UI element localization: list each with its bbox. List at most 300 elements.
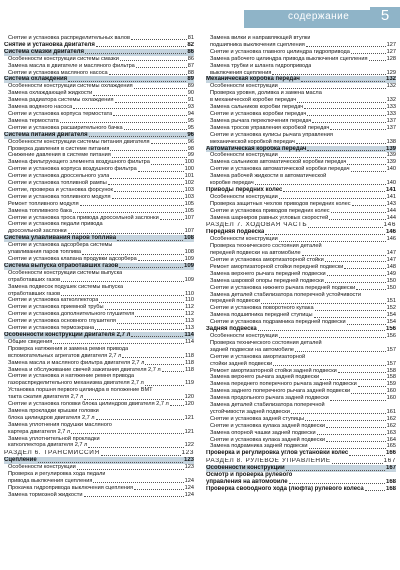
toc-entry-title: задней подвески на автомобиле <box>210 346 295 353</box>
dot-leader <box>71 433 183 434</box>
toc-entry <box>206 97 396 104</box>
toc-section-title <box>206 222 396 229</box>
toc-entry <box>4 56 194 63</box>
toc-page-number: 113 <box>185 318 194 325</box>
toc-entry <box>206 437 396 444</box>
toc-entry-title: Замена фильтрующего элемента воздушного фильтра <box>8 159 150 166</box>
toc-entry <box>206 173 396 180</box>
toc-entry <box>4 367 194 374</box>
dot-leader <box>320 379 386 380</box>
toc-entry-title: Снятие и установка основного глушителя <box>8 318 116 325</box>
toc-entry-title: Снятие и установка подрамника передней подвески <box>210 319 346 326</box>
dot-leader <box>279 88 386 89</box>
toc-entry-title: Замена шаровой опоры передней подвески <box>210 277 324 284</box>
toc-entry <box>206 395 396 402</box>
dot-leader <box>314 317 386 318</box>
dot-leader <box>330 400 386 401</box>
toc-entry-title: Замена топливного бака <box>8 207 72 214</box>
toc-entry <box>206 402 396 409</box>
dot-leader <box>289 483 385 484</box>
toc-entry-title: Замена подвесок подушек системы выпуска <box>8 283 124 290</box>
toc-page-number: 132 <box>386 97 396 104</box>
toc-entry <box>4 270 194 277</box>
toc-entry <box>4 436 194 443</box>
toc-entry <box>206 381 396 388</box>
toc-entry-title: Замена масла в двигателе и масляного фильтра <box>8 62 135 69</box>
toc-entry-title: Снятие и установка дополнительного глушителя <box>8 311 135 318</box>
toc-page-number: 110 <box>185 290 194 297</box>
dot-leader <box>295 351 386 352</box>
dot-leader <box>279 337 386 338</box>
toc-entry <box>4 63 194 70</box>
dot-leader <box>272 74 385 75</box>
toc-entry-title: Автоматическая коробка передач <box>206 145 307 152</box>
toc-entry-title: Снятие и установка головки блока цилиндров двигателя 2,7 л <box>8 401 169 408</box>
dot-leader <box>138 260 184 261</box>
toc-entry-title: Снятие и установка кулака задней подвески <box>210 436 326 443</box>
toc-page-number: 96 <box>187 138 194 145</box>
toc-entry-title: газораспределительного механизма двигателя 2,7 л <box>8 380 144 387</box>
toc-entry <box>4 242 194 249</box>
toc-entry <box>206 285 396 292</box>
dot-leader <box>131 336 183 337</box>
dot-leader <box>134 88 187 89</box>
toc-page-number: 105 <box>184 207 194 214</box>
toc-entry <box>206 35 396 42</box>
dot-leader <box>113 115 187 116</box>
toc-page-number: 139 <box>386 159 396 166</box>
toc-page-number: 123 <box>184 464 194 471</box>
toc-entry <box>206 305 396 312</box>
toc-entry <box>4 464 194 471</box>
toc-page-number: 148 <box>386 263 396 270</box>
toc-entry <box>4 125 194 132</box>
toc-entry <box>206 333 396 340</box>
toc-entry <box>4 291 194 298</box>
dot-leader <box>60 122 187 123</box>
toc-entry-title: Замена охлаждающей жидкости <box>8 90 93 97</box>
toc-page-number: 108 <box>184 249 194 256</box>
toc-page-number: 168 <box>385 485 396 492</box>
toc-heading <box>206 146 396 153</box>
toc-page-number: 121 <box>184 414 194 421</box>
toc-entry-title: Установка поршня первого цилиндра в положение ВМТ <box>8 387 153 394</box>
toc-entry-title: Снятие и установка масляного насоса <box>8 69 108 76</box>
toc-entry <box>4 187 194 194</box>
dot-leader <box>68 81 186 82</box>
dot-leader <box>77 469 184 470</box>
toc-entry <box>4 380 194 387</box>
toc-entry <box>4 373 194 380</box>
toc-entry <box>4 139 194 146</box>
dot-leader <box>85 53 186 54</box>
toc-page-number: 107 <box>184 228 194 235</box>
dot-leader <box>307 115 385 116</box>
toc-entry <box>206 236 396 243</box>
toc-entry-title: Замена и обслуживание свечей зажигания двигателя 2,7 л <box>8 366 161 373</box>
toc-page-number: 166 <box>385 450 396 457</box>
dot-leader <box>136 67 187 68</box>
toc-entry <box>206 264 396 271</box>
toc-entry-title: Снятие и установка нижнего рычага передней подвески <box>210 284 356 291</box>
toc-page-number: 95 <box>187 117 194 124</box>
dot-leader <box>331 212 386 213</box>
toc-entry-title: коробке передач <box>210 180 254 187</box>
dot-leader <box>315 310 386 311</box>
toc-page-number: 144 <box>386 207 396 214</box>
toc-heading <box>4 132 194 139</box>
toc-entry-title: Снятие и установка корпуса воздушного фильтра <box>8 166 137 173</box>
toc-heading <box>4 263 194 270</box>
toc-page-number: 98 <box>187 145 194 152</box>
toc-entry-title: Снятие и установка коробки передач <box>210 110 307 117</box>
dot-leader <box>89 136 187 137</box>
dot-leader <box>330 129 385 130</box>
dot-leader <box>312 122 385 123</box>
toc-page-number: 96 <box>187 131 194 138</box>
toc-entry-title: Снятие и установка педали привода <box>8 221 103 228</box>
toc-entry <box>4 353 194 360</box>
toc-entry <box>206 388 396 395</box>
toc-heading <box>4 235 194 242</box>
toc-entry <box>206 409 396 416</box>
dot-leader <box>96 419 184 420</box>
toc-page-number: 120 <box>184 401 194 408</box>
toc-entry <box>4 201 194 208</box>
toc-entry-title: картера двигателя 2,7 л <box>8 428 71 435</box>
toc-entry-title: Замена переднего поперечного рычага задней подвески <box>210 381 357 388</box>
toc-entry-title: Снятие и установка приводов передних колес <box>210 207 330 214</box>
dot-leader <box>327 275 386 276</box>
dot-leader <box>110 150 186 151</box>
dot-leader <box>258 330 385 331</box>
toc-right-column <box>206 35 396 493</box>
toc-page-number: 118 <box>185 359 194 366</box>
toc-page-number: 163 <box>386 429 396 436</box>
dot-leader <box>358 386 386 387</box>
toc-entry-title: Проверка и регулировка углов установки колес <box>206 450 349 457</box>
dot-leader <box>38 462 183 463</box>
toc-page-number: 119 <box>185 380 194 387</box>
toc-entry <box>206 443 396 450</box>
toc-entry-title: Снятие и установка и натяжение ремня привода <box>8 373 135 380</box>
toc-page-number: 139 <box>386 152 396 159</box>
toc-page-number: 127 <box>386 48 396 55</box>
toc-page-number: 167 <box>383 458 396 465</box>
toc-entry-title: Замена сальников коробки передач <box>210 104 304 111</box>
toc-page-number: 95 <box>187 124 194 131</box>
dot-leader <box>306 46 386 47</box>
dot-leader <box>325 261 386 262</box>
toc-page-number: 109 <box>183 262 194 269</box>
toc-entry-title: Особенности конструкции системы питания двигателя <box>8 138 150 145</box>
toc-entry-title: Замена рабочего цилиндра привода выключения сцепления <box>210 55 368 62</box>
toc-page-number: 159 <box>386 381 396 388</box>
toc-entry <box>4 471 194 478</box>
toc-page-number: 147 <box>386 257 396 263</box>
toc-entry-title: Снятие и установка двигателя <box>4 41 95 48</box>
toc-entry-title: Замена подрамника задней подвески <box>210 443 308 450</box>
toc-entry-title: Замена уплотнения подушки масляного <box>8 421 112 428</box>
toc-entry-title: Снятие и установка клапана продувки адсорбера <box>8 256 137 262</box>
toc-entry <box>4 325 194 332</box>
toc-entry <box>206 361 396 368</box>
dot-leader <box>365 490 385 491</box>
toc-page-number: 123 <box>181 450 194 457</box>
toc-heading <box>206 465 396 472</box>
toc-entry <box>4 394 194 401</box>
toc-entry-title: Замена вилки и направляющей втулки <box>210 35 311 41</box>
toc-entry-title: Особенности конструкции системы выпуска <box>8 269 123 276</box>
dot-leader <box>135 316 184 317</box>
toc-page-number: 121 <box>184 428 194 435</box>
dot-leader <box>279 241 386 242</box>
toc-entry <box>4 277 194 284</box>
toc-entry-title: Снятие и установка приемной трубы <box>8 304 104 311</box>
toc-page-number: 158 <box>386 367 396 374</box>
dot-leader <box>344 268 385 269</box>
dot-leader <box>117 240 183 241</box>
dot-leader <box>131 39 187 40</box>
toc-entry-title: Сцепление <box>4 457 37 464</box>
toc-page-number: 149 <box>386 270 396 277</box>
toc-entry-title: Замена тросов управления коробкой передач <box>210 124 330 131</box>
toc-heading <box>206 76 396 83</box>
toc-entry-title: Снятие и установка распределительных валов <box>8 35 130 41</box>
toc-entry-title: выключения сцепления <box>210 69 272 76</box>
toc-page-number: 162 <box>386 415 396 422</box>
dot-leader <box>326 427 386 428</box>
toc-entry-title: в механической коробке передач <box>210 97 297 104</box>
toc-entry <box>206 374 396 381</box>
dot-leader <box>305 420 386 421</box>
dot-leader <box>73 212 184 213</box>
toc-page-number: 113 <box>185 325 194 332</box>
toc-entry-title: Система улавливания паров топлива <box>4 235 117 242</box>
toc-entry <box>4 284 194 291</box>
toc-heading <box>206 479 396 486</box>
toc-page-number: 141 <box>386 193 396 200</box>
toc-entry <box>4 221 194 228</box>
toc-page-number: 88 <box>187 69 194 76</box>
toc-entry <box>206 347 396 354</box>
toc-entry <box>4 442 194 449</box>
toc-entry-title: Ремонт амортизаторной стойки задней подвески <box>210 367 337 374</box>
toc-entry-title: Передняя подвеска <box>206 229 265 236</box>
dot-leader <box>61 295 184 296</box>
toc-page-number: 103 <box>184 186 194 193</box>
dot-leader <box>109 74 187 75</box>
toc-page-number: 109 <box>184 256 194 262</box>
toc-entry-title: Снятие и установка кулака задней подвески <box>210 422 326 429</box>
toc-page-number: 118 <box>185 352 194 359</box>
toc-entry-title: Замена трубки и шланга гидропривода <box>210 62 312 69</box>
toc-entry-title: РАЗДЕЛ 8. РУЛЕВОЕ УПРАВЛЕНИЕ <box>206 458 331 465</box>
toc-heading <box>4 76 194 83</box>
toc-entry-title: катколлектора двигателя 2,7 л <box>8 442 88 449</box>
toc-entry-title: управления на автомобиле <box>206 479 288 485</box>
toc-entry-title: дроссельной заслонки <box>8 228 67 235</box>
toc-page-number: 127 <box>386 41 396 48</box>
toc-page-number: 144 <box>386 214 396 221</box>
toc-entry-title: передней подвески <box>210 298 261 305</box>
dot-leader <box>296 143 386 144</box>
toc-entry <box>206 70 396 77</box>
toc-entry-title: Замена радиатора системы охлаждения <box>8 97 114 104</box>
dot-leader <box>255 184 386 185</box>
toc-entry <box>206 243 396 250</box>
toc-entry-title: Замена опорной чашки задней подвески <box>210 429 316 436</box>
toc-entry-title: Замена верхнего рычага передней подвески <box>210 270 326 277</box>
dot-leader <box>283 191 385 192</box>
toc-entry-title: Замена деталей стабилизатора поперечной <box>210 402 325 409</box>
toc-entry <box>4 83 194 90</box>
toc-entry-title: Особенности конструкции <box>210 152 278 159</box>
dot-leader <box>134 489 184 490</box>
dot-leader <box>326 441 386 442</box>
toc-entry-title: отработавших газов <box>8 276 61 283</box>
toc-page-number: 161 <box>386 408 396 415</box>
toc-entry <box>206 166 396 173</box>
toc-heading <box>206 187 396 194</box>
toc-page-number: 107 <box>184 214 194 221</box>
toc-page-number: 147 <box>386 250 396 257</box>
dot-leader <box>329 219 385 220</box>
dot-leader <box>338 372 386 373</box>
dot-leader <box>317 434 386 435</box>
toc-page-number: 146 <box>386 236 396 243</box>
toc-entry <box>4 311 194 318</box>
toc-entry <box>4 104 194 111</box>
toc-entry <box>206 354 396 361</box>
dot-leader <box>151 143 187 144</box>
toc-page-number: 150 <box>386 277 396 284</box>
toc-page-number: 164 <box>386 436 396 443</box>
dot-leader <box>286 470 385 471</box>
toc-entry-title: Проверка и регулировка хода педали <box>8 471 106 478</box>
toc-entry-title: Особенности конструкции системы охлаждения <box>8 83 133 90</box>
dot-leader <box>112 198 184 199</box>
toc-entry-title: механической коробкой передач <box>210 138 295 145</box>
toc-page-number: 109 <box>184 276 194 283</box>
dot-leader <box>99 302 184 303</box>
toc-page-number: 112 <box>185 304 194 311</box>
toc-entry-title: Механическая коробка передач <box>206 76 300 83</box>
toc-page-number: 168 <box>385 479 396 485</box>
toc-entry <box>4 152 194 159</box>
toc-entry-title: Особенности конструкции <box>210 193 278 200</box>
toc-page-number: 114 <box>184 331 194 338</box>
toc-section-title <box>4 450 194 457</box>
page-number: 5 <box>370 7 400 24</box>
toc-page-number: 137 <box>386 117 396 124</box>
toc-heading <box>206 450 396 457</box>
toc-entry <box>206 90 396 97</box>
toc-page-number: 94 <box>187 110 194 117</box>
dot-leader <box>73 108 187 109</box>
toc-entry <box>4 180 194 187</box>
toc-entry <box>4 118 194 125</box>
toc-page-number: 129 <box>386 69 396 76</box>
toc-entry-title: Система питания двигателя <box>4 131 88 138</box>
toc-page-number: 160 <box>386 395 396 402</box>
toc-entry-title: Особенности конструкции системы смазки <box>8 55 119 62</box>
toc-page-number: 132 <box>385 76 396 83</box>
toc-page-number: 137 <box>386 124 396 131</box>
toc-entry-title: передней подвески на автомобиле <box>210 250 301 257</box>
dot-leader <box>325 282 386 283</box>
dot-leader <box>145 364 184 365</box>
toc-entry <box>4 35 194 42</box>
toc-entry-title: Замена рабочей жидкости в автоматической <box>210 173 327 180</box>
toc-page-number: 146 <box>383 222 396 229</box>
toc-heading <box>206 326 396 333</box>
toc-entry-title: Осмотр и проверка рулевого <box>206 472 293 479</box>
dot-leader <box>110 178 183 179</box>
toc-heading <box>4 42 194 49</box>
toc-entry-title: Система охлаждения <box>4 76 68 83</box>
toc-entry-title: Снятие и установка амортизаторной <box>210 353 306 360</box>
toc-page-number: 91 <box>187 97 194 104</box>
toc-entry-title: привода выключения сцепления <box>8 478 93 484</box>
toc-entry <box>206 416 396 423</box>
toc-entry <box>206 215 396 222</box>
toc-entry-title: Снятие и установка троса привода дроссельной заслонки <box>8 214 159 221</box>
toc-entry-title: Замена тормозной жидкости <box>8 491 83 498</box>
dot-leader <box>96 46 186 47</box>
dot-leader <box>138 171 184 172</box>
toc-page-number: 81 <box>187 35 194 41</box>
toc-page-number: 124 <box>184 478 194 484</box>
toc-entry-title: Проверка технического состояния деталей <box>210 243 322 250</box>
dot-leader <box>351 393 385 394</box>
dot-leader <box>297 102 385 103</box>
toc-page-number: 99 <box>187 152 194 159</box>
toc-page-number: 143 <box>386 200 396 207</box>
toc-entry <box>206 292 396 299</box>
toc-entry-title: вспомогательных агрегатов двигателя 2,7 л <box>8 352 122 359</box>
toc-heading <box>4 49 194 56</box>
toc-entry <box>4 387 194 394</box>
toc-page-number: 100 <box>184 166 194 173</box>
toc-entry-title: Замена прокладки крышки головки <box>8 407 99 414</box>
toc-entry-title: Снятие и установка топливной рампы <box>8 180 107 187</box>
toc-entry <box>206 63 396 70</box>
toc-entry-title: Снятие и установка катколлектора <box>8 297 99 304</box>
toc-entry <box>4 429 194 436</box>
toc-page-number: 162 <box>386 422 396 429</box>
dot-leader <box>108 184 184 185</box>
toc-entry <box>4 249 194 256</box>
toc-entry-title: Замена рычага переключения передач <box>210 117 312 124</box>
toc-entry <box>4 194 194 201</box>
dot-leader <box>291 413 386 414</box>
toc-entry-title: Снятие и установка термоэкрана <box>8 325 95 332</box>
toc-entry-title: РАЗДЕЛ 7. ХОДОВАЯ ЧАСТЬ <box>206 222 308 229</box>
dot-leader <box>84 496 184 497</box>
toc-entry <box>4 478 194 485</box>
toc-entry <box>4 360 194 367</box>
dot-leader <box>356 289 385 290</box>
toc-entry-title: Замена шарниров равных угловых скоростей <box>210 214 329 221</box>
dot-leader <box>112 157 187 158</box>
toc-entry <box>206 250 396 257</box>
dot-leader <box>279 198 386 199</box>
toc-page-number: 154 <box>386 312 396 319</box>
toc-entry <box>4 111 194 118</box>
toc-entry <box>4 97 194 104</box>
toc-heading <box>206 472 396 479</box>
